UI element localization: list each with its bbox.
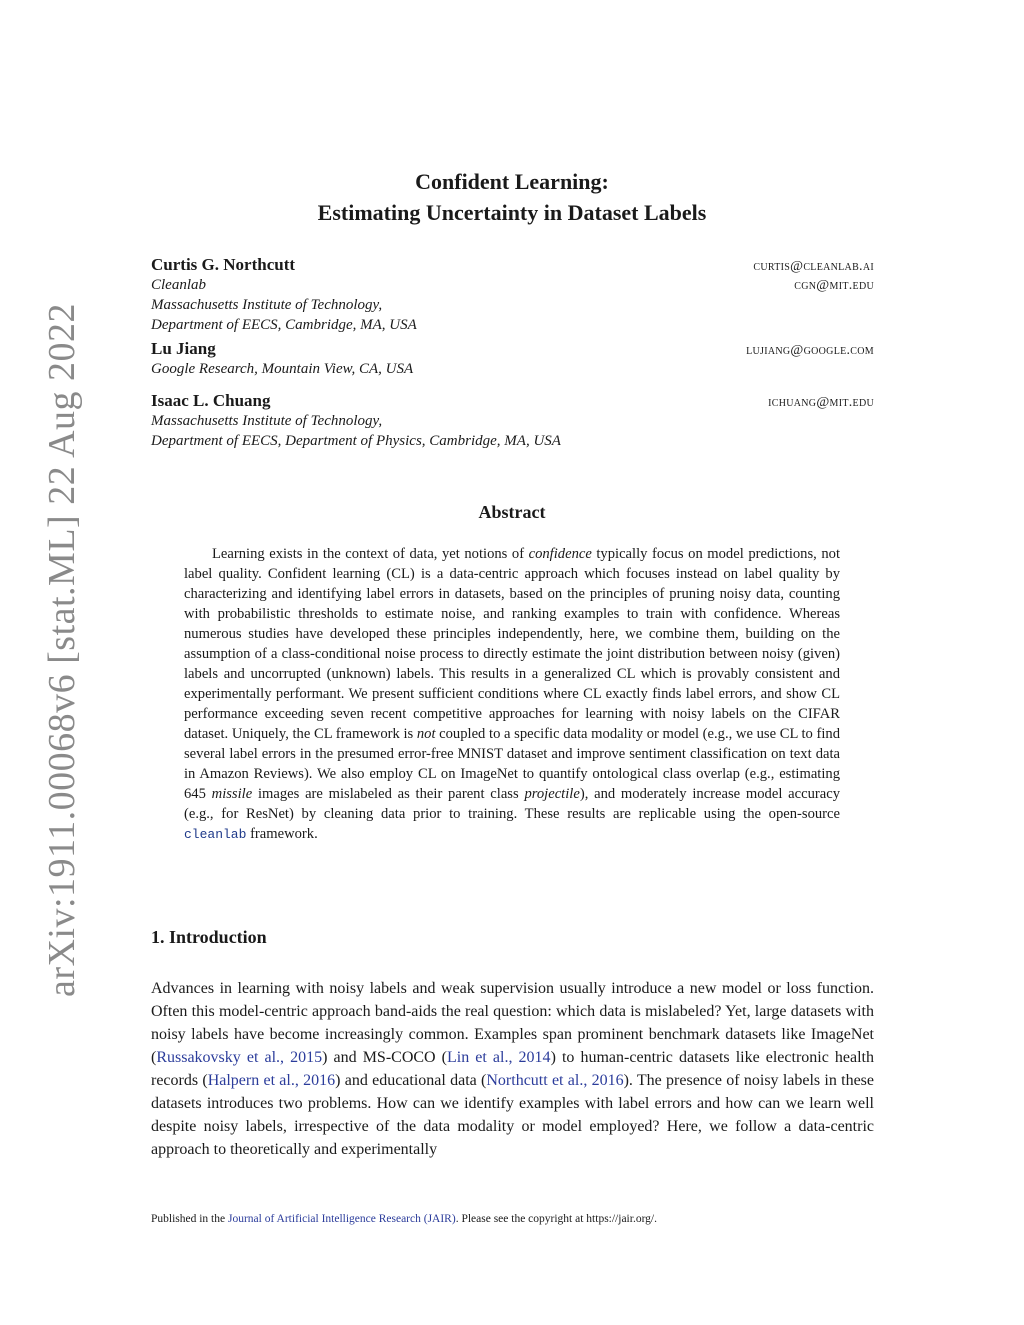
citation-link[interactable]: Lin et al., 2014 [447,1049,551,1066]
author-email[interactable]: lujiang@google.com [746,343,874,358]
section-heading-introduction: 1. Introduction [151,927,267,947]
author-name: Isaac L. Chuang [151,391,271,410]
author-affiliation: Cleanlab [151,277,206,293]
author-affiliation: Massachusetts Institute of Technology, [151,413,383,429]
abstract-heading: Abstract [478,502,546,522]
abstract-text-segment: ), and moderately increase model accuracy (e.g., for ResNet) by cleaning data prior to training. These results are replicable using the open-source [184,786,840,822]
abstract-text-segment: images are mislabeled as their parent class [252,786,525,802]
author-affiliation: Department of EECS, Cambridge, MA, USA [151,317,417,333]
paper-title [0,166,1024,228]
title-line-2: Estimating Uncertainty in Dataset Labels [317,200,707,225]
journal-link[interactable]: Journal of Artificial Intelligence Research (JAIR) [228,1213,456,1225]
abstract-text-segment: typically focus on model predictions, not label quality. Confident learning (CL) is a data-centric approach which focuses instead on label quality by characterizing and identifying label errors in datasets, based on the principles of pruning noisy data, counting with probabilistic thresholds to estimate noise, and ranking examples to train with confidence. Whereas numerous studies have developed these principles independently, here, we combine them, building on the assumption of a class-conditional noise process to directly estimate the joint distribution between noisy (given) labels and uncorrupted (unknown) labels. This results in a generalized CL which is provably consistent and experimentally performant. We present sufficient conditions where CL exactly finds label errors, and show CL performance exceeding seven recent competitive approaches for learning with noisy labels on the CIFAR dataset. Uniquely, the CL framework is [184,546,841,742]
abstract-text-segment: Learning exists in the context of data, yet notions of [212,546,529,562]
title-line-1: Confident Learning: [415,169,609,194]
intro-text-segment: ) and educational data ( [335,1072,487,1089]
abstract-text-segment: coupled to a specific data modality or model (e.g., we use CL to find several label errors in the presumed error-free MNIST dataset and improve sentiment classification on text data in Amazon Reviews). We also employ CL on ImageNet to quantify ontological class overlap (e.g., estimating 645 [184,726,840,802]
intro-text-segment: ). The presence of noisy labels in these datasets introduces two problems. How can we identify examples with label errors and how can we learn well despite noisy labels, irrespective of the data modality or model employed? Here, we follow a data-centric approach to theoretically and experimentally [151,1072,874,1158]
author-list [151,255,874,455]
author-affiliation: Google Research, Mountain View, CA, USA [151,361,414,377]
abstract-emphasis: projectile [524,786,580,802]
abstract-emphasis: missile [211,786,253,802]
citation-link[interactable]: Russakovsky et al., 2015 [156,1049,323,1066]
footer-text: Published in the [151,1213,228,1225]
arxiv-identifier-stamp: arXiv:1911.00068v6 [stat.ML] 22 Aug 2022 [41,302,83,998]
abstract-text-segment: framework. [246,826,318,842]
author-jiang [151,339,874,379]
abstract-emphasis: confidence [528,546,592,562]
footer-text: . Please see the copyright at https://jair.org/. [455,1213,658,1225]
citation-link[interactable]: Northcutt et al., 2016 [486,1072,624,1089]
author-affiliation: Department of EECS, Department of Physics, Cambridge, MA, USA [151,433,561,449]
publication-footnote [151,1213,874,1225]
intro-text-segment: Advances in learning with noisy labels and weak supervision usually introduce a new model or loss function. Often this model-centric approach band-aids the real question: which data is mislabeled? Yet, large datasets with noisy labels have become increasingly common. Examples span prominent benchmark datasets like ImageNet ( [151,980,874,1066]
author-name: Curtis G. Northcutt [151,255,296,274]
author-affiliation: Massachusetts Institute of Technology, [151,297,383,313]
author-email[interactable]: ichuang@mit.edu [768,395,874,410]
author-email[interactable]: curtis@cleanlab.ai [753,259,874,274]
intro-text-segment: ) and MS-COCO ( [322,1049,448,1066]
author-northcutt [151,255,874,335]
abstract-text [184,544,840,845]
citation-link[interactable]: Halpern et al., 2016 [207,1072,336,1089]
introduction-paragraph [151,977,874,1161]
author-chuang [151,391,874,451]
author-name: Lu Jiang [151,339,216,358]
author-email[interactable]: cgn@mit.edu [794,278,874,293]
cleanlab-code-link[interactable]: cleanlab [184,827,247,842]
intro-text-segment: ) to human-centric datasets like electronic health records ( [151,1049,875,1089]
abstract-emphasis: not [416,726,436,742]
